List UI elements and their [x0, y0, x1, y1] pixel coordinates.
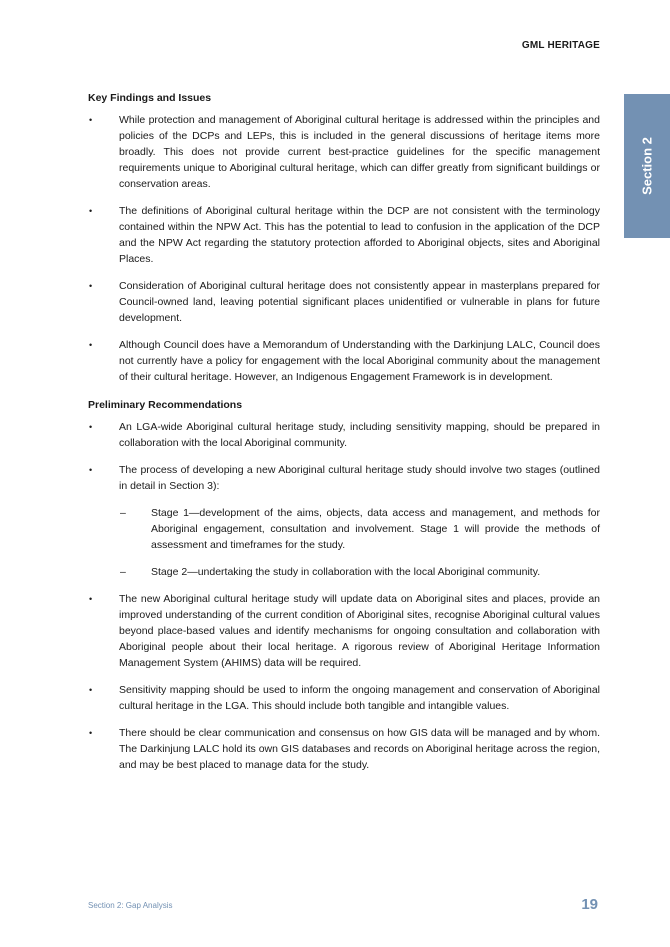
- sub-list-item: – Stage 1—development of the aims, objects, data access and management, and methods for Aboriginal engagement, consultation and involvement. Stage 1 will provide the methods of assessment and timeframes for the study.: [120, 507, 600, 551]
- list-item: • The process of developing a new Aboriginal cultural heritage study should involve two stages (outlined in detail in Section 3): – Stage 1—development of the aims, objects, data access and management, and methods for Aboriginal engagement, consultation and involvement. Stage 1 will provide the methods of assessment and timeframes for the study. – Stage 2—undertaking the study in collaboration with the local Aboriginal community.: [89, 464, 600, 578]
- list-item: • While protection and management of Aboriginal cultural heritage is addressed within the principles and policies of the DCPs and LEPs, this is included in the general discussions of heritage items more broadly. This does not provide current best-practice guidelines for the specific management requirements unique to Aboriginal cultural heritage, which can differ greatly from significant buildings or conservation areas.: [89, 114, 600, 190]
- bullet-icon: •: [89, 281, 93, 291]
- recommendations-list: [88, 419, 600, 773]
- list-item: • An LGA-wide Aboriginal cultural heritage study, including sensitivity mapping, should be prepared in collaboration with the local Aboriginal community.: [89, 421, 600, 449]
- bullet-icon: •: [89, 422, 93, 432]
- bullet-icon: •: [89, 340, 93, 350]
- list-item: • Consideration of Aboriginal cultural heritage does not consistently appear in masterplans prepared for Council-owned land, leaving potential significant places unidentified or vulnerable in plans for future development.: [89, 280, 600, 324]
- bullet-icon: •: [89, 685, 93, 695]
- bullet-icon: •: [89, 465, 93, 475]
- bullet-icon: •: [89, 206, 93, 216]
- section-tab: [624, 94, 670, 238]
- page-number: 19: [581, 896, 598, 913]
- key-findings-heading: Key Findings and Issues: [88, 92, 212, 104]
- footer-section-label: Section 2: Gap Analysis: [88, 901, 173, 910]
- recommendations-heading: Preliminary Recommendations: [88, 399, 243, 411]
- stages-list: [119, 505, 600, 580]
- page-body: [88, 90, 600, 784]
- list-item: • Sensitivity mapping should be used to inform the ongoing management and conservation of Aboriginal cultural heritage in the LGA. This should include both tangible and intangible values.: [89, 684, 600, 712]
- bullet-icon: •: [89, 594, 93, 604]
- key-findings-list: [88, 112, 600, 385]
- running-header: GML HERITAGE: [521, 40, 600, 51]
- dash-icon: –: [120, 566, 126, 578]
- section-tab-label: Section 2: [639, 137, 655, 195]
- sub-list-item: – Stage 2—undertaking the study in collaboration with the local Aboriginal community.: [120, 566, 541, 578]
- dash-icon: –: [120, 507, 126, 519]
- bullet-icon: •: [89, 115, 93, 125]
- list-item: • The definitions of Aboriginal cultural heritage within the DCP are not consistent with the terminology contained within the NPW Act. This has the potential to lead to confusion in the application of the DCP and the NPW Act regarding the statutory protection afforded to Aboriginal objects, sites and Aboriginal Places.: [89, 205, 600, 265]
- list-item: • There should be clear communication and consensus on how GIS data will be managed and by whom. The Darkinjung LALC hold its own GIS databases and records on Aboriginal heritage across the region, and may be best placed to manage data for the study.: [89, 727, 600, 771]
- list-item: • Although Council does have a Memorandum of Understanding with the Darkinjung LALC, Council does not currently have a policy for engagement with the local Aboriginal community about the management of their cultural heritage. However, an Indigenous Engagement Framework is in development.: [89, 339, 600, 383]
- list-item: • The new Aboriginal cultural heritage study will update data on Aboriginal sites and places, provide an improved understanding of the current condition of Aboriginal sites, recognise Aboriginal cultural values beyond place-based values and identify mechanisms for ongoing consultation and collaboration with Aboriginal people about their local heritage. A rigorous review of Aboriginal Heritage Information Management System (AHIMS) data will be required.: [89, 593, 600, 669]
- bullet-icon: •: [89, 728, 93, 738]
